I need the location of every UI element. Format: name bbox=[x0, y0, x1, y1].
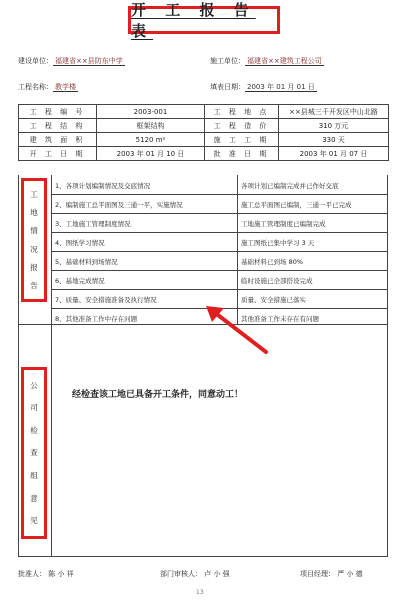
prep-item: 5、基础材料到场情况 bbox=[55, 258, 118, 266]
table-row bbox=[19, 147, 389, 161]
label-char: 意 bbox=[30, 493, 38, 503]
project-value: 教学楼 bbox=[55, 83, 76, 91]
table-row bbox=[19, 105, 389, 119]
info-value: 5120 m² bbox=[97, 133, 205, 147]
inspection-opinion-text: 经检查该工地已具备开工条件，同意动工！ bbox=[72, 390, 244, 400]
prep-item: 4、图纸学习情况 bbox=[55, 239, 105, 247]
info-value: 框架结构 bbox=[97, 119, 205, 133]
prep-item: 7、质量、安全措施准备及执行情况 bbox=[55, 296, 157, 304]
prep-status: 质量、安全措施已落实 bbox=[241, 296, 306, 304]
prep-item: 3、工地施工管理制度情况 bbox=[55, 220, 131, 228]
info-label: 批 准 日 期 bbox=[205, 147, 279, 161]
reviewer-signature bbox=[160, 569, 230, 579]
table-row bbox=[19, 133, 389, 147]
info-label: 工 程 结 构 bbox=[19, 119, 97, 133]
info-value: 2003 年 01 月 07 日 bbox=[279, 147, 389, 161]
label-char: 见 bbox=[30, 516, 38, 526]
document-title: 开 工 报 告 表 bbox=[131, 1, 256, 40]
constructor-field bbox=[210, 56, 324, 66]
divider bbox=[51, 213, 387, 214]
label-char: 司 bbox=[30, 403, 38, 413]
label-char: 地 bbox=[30, 207, 38, 217]
divider bbox=[51, 289, 387, 290]
signer-name: 卢 小 强 bbox=[204, 570, 230, 578]
info-value: 330 天 bbox=[279, 133, 389, 147]
manager-signature bbox=[300, 569, 363, 579]
page-number: 13 bbox=[196, 589, 204, 596]
constructor-value: 福建省××建筑工程公司 bbox=[247, 57, 322, 65]
prep-status: 各项计划已编制完成并已作好交底 bbox=[241, 182, 339, 190]
divider bbox=[51, 325, 52, 556]
label-char: 工 bbox=[30, 189, 38, 199]
site-report-label bbox=[21, 178, 47, 302]
label-char: 况 bbox=[30, 244, 38, 254]
inspection-opinion-section bbox=[18, 325, 388, 557]
prep-status: 临时设施已全部搭设完成 bbox=[241, 277, 313, 285]
prep-item: 6、基地完成情况 bbox=[55, 277, 105, 285]
divider bbox=[51, 251, 387, 252]
signer-role: 批准人： bbox=[18, 570, 46, 578]
divider bbox=[51, 270, 387, 271]
builder-field bbox=[18, 56, 125, 66]
label-char: 报 bbox=[30, 262, 38, 272]
prep-status: 施工总平面图已编制，三通一平已完成 bbox=[241, 201, 352, 209]
signer-name: 陈 小 祥 bbox=[48, 570, 74, 578]
constructor-label: 施工单位： bbox=[210, 57, 245, 65]
date-label: 填表日期： bbox=[210, 83, 245, 91]
prep-status: 施工图纸已集中学习 3 天 bbox=[241, 239, 315, 247]
title-box bbox=[128, 1, 280, 40]
signer-name: 严 小 德 bbox=[337, 570, 363, 578]
builder-label: 建设单位： bbox=[18, 57, 53, 65]
divider bbox=[51, 175, 52, 324]
project-label: 工程名称： bbox=[18, 83, 53, 91]
info-value: 2003 年 01 月 10 日 bbox=[97, 147, 205, 161]
signer-role: 部门审核人： bbox=[160, 570, 202, 578]
prep-status: 工地施工管理制度已编制完成 bbox=[241, 220, 326, 228]
prep-status: 其他准备工作未存在有问题 bbox=[241, 315, 319, 323]
info-label: 建 筑 面 积 bbox=[19, 133, 97, 147]
label-char: 告 bbox=[30, 281, 38, 291]
label-char: 查 bbox=[30, 448, 38, 458]
info-label: 工 程 编 号 bbox=[19, 105, 97, 119]
inspection-label bbox=[21, 367, 47, 539]
label-char: 组 bbox=[30, 471, 38, 481]
project-field bbox=[18, 82, 78, 92]
info-label: 工 程 地 点 bbox=[205, 105, 279, 119]
prep-status: 基础材料已到场 80% bbox=[241, 258, 304, 266]
prep-item: 8、其他准备工作中存在问题 bbox=[55, 315, 138, 323]
builder-value: 福建省××县防东中学 bbox=[55, 57, 123, 65]
project-info-table bbox=[18, 104, 389, 161]
label-char: 公 bbox=[30, 380, 38, 390]
date-value: 2003 年 01 月 01 日 bbox=[247, 83, 315, 91]
label-char: 检 bbox=[30, 425, 38, 435]
divider bbox=[51, 232, 387, 233]
info-label: 工 程 造 价 bbox=[205, 119, 279, 133]
prep-item: 2、编制施工总平面图及三通一平，实施情况 bbox=[55, 201, 183, 209]
info-label: 施 工 工 期 bbox=[205, 133, 279, 147]
info-value: 2003-001 bbox=[97, 105, 205, 119]
label-char: 情 bbox=[30, 226, 38, 236]
info-label: 开 工 日 期 bbox=[19, 147, 97, 161]
table-row bbox=[19, 119, 389, 133]
approver-signature bbox=[18, 569, 74, 579]
prep-item: 1、各项计划编制情况及交底情况 bbox=[55, 182, 151, 190]
info-value: 310 万元 bbox=[279, 119, 389, 133]
divider bbox=[51, 194, 387, 195]
signer-role: 项目经理： bbox=[300, 570, 335, 578]
date-field bbox=[210, 82, 317, 92]
info-value: ××县城三千开发区中山北路 bbox=[279, 105, 389, 119]
